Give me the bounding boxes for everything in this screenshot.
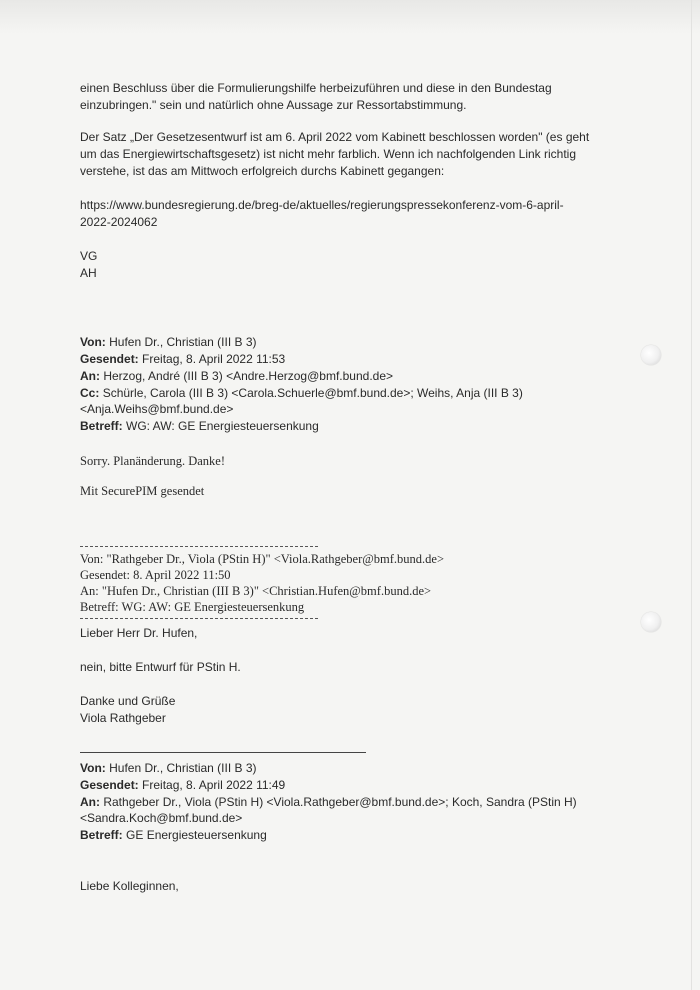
email-subject: Betreff: WG: AW: GE Energiesteuersenkung [80, 419, 319, 433]
email-sent: Gesendet: Freitag, 8. April 2022 11:49 [80, 778, 286, 792]
email-body: Sorry. Planänderung. Danke! [80, 454, 225, 468]
signoff-greeting: VG [80, 249, 98, 263]
email-sent: Gesendet: Freitag, 8. April 2022 11:53 [80, 352, 286, 366]
scan-shadow [0, 0, 700, 34]
email-subject: Betreff: GE Energiesteuersenkung [80, 828, 267, 842]
link-text: https://www.bundesregierung.de/breg-de/aktuelles/regierungspressekonferenz-vom-6-april- [80, 198, 564, 212]
email-from: Von: Hufen Dr., Christian (III B 3) [80, 335, 257, 349]
email-cc-continued: <Anja.Weihs@bmf.bund.de> [80, 402, 234, 416]
email-sent: Gesendet: 8. April 2022 11:50 [80, 568, 231, 582]
divider [80, 752, 366, 753]
email-subject: Betreff: WG: AW: GE Energiesteuersenkung [80, 600, 305, 614]
email-closing: Danke und Grüße [80, 694, 176, 708]
email-cc: Cc: Schürle, Carola (III B 3) <Carola.Schuerle@bmf.bund.de>; Weihs, Anja (III B 3) [80, 386, 523, 400]
email-from: Von: "Rathgeber Dr., Viola (PStin H)" <Viola.Rathgeber@bmf.bund.de> [80, 552, 445, 566]
link-text: 2022-2024062 [80, 215, 158, 229]
divider [80, 618, 318, 619]
email-footer: Mit SecurePIM gesendet [80, 484, 205, 498]
email-body: nein, bitte Entwurf für PStin H. [80, 660, 241, 674]
email-to: An: Herzog, André (III B 3) <Andre.Herzog@bmf.bund.de> [80, 369, 394, 383]
email-salutation: Liebe Kolleginnen, [80, 879, 179, 893]
paragraph-line: einen Beschluss über die Formulierungshilfe herbeizuführen und diese in den Bundestag [80, 81, 552, 95]
email-to-continued: <Sandra.Koch@bmf.bund.de> [80, 811, 243, 825]
paragraph-line: Der Satz „Der Gesetzesentwurf ist am 6. April 2022 vom Kabinett beschlossen worden" (es geht [80, 130, 590, 144]
email-signature: Viola Rathgeber [80, 711, 166, 725]
paragraph-line: um das Energiewirtschaftsgesetz) ist nicht mehr farblich. Wenn ich nachfolgenden Link richtig [80, 147, 577, 161]
paragraph-line: verstehe, ist das am Mittwoch erfolgreich durchs Kabinett gegangen: [80, 164, 445, 178]
email-from: Von: Hufen Dr., Christian (III B 3) [80, 761, 257, 775]
signoff-initials: AH [80, 266, 97, 280]
email-to: An: "Hufen Dr., Christian (III B 3)" <Christian.Hufen@bmf.bund.de> [80, 584, 432, 598]
email-to: An: Rathgeber Dr., Viola (PStin H) <Viola.Rathgeber@bmf.bund.de>; Koch, Sandra (PStin H) [80, 795, 577, 809]
punch-hole [641, 612, 661, 632]
paragraph-line: einzubringen." sein und natürlich ohne Aussage zur Ressortabstimmung. [80, 98, 467, 112]
punch-hole [641, 345, 661, 365]
email-salutation: Lieber Herr Dr. Hufen, [80, 626, 198, 640]
divider [80, 546, 318, 547]
page-edge [691, 0, 692, 990]
